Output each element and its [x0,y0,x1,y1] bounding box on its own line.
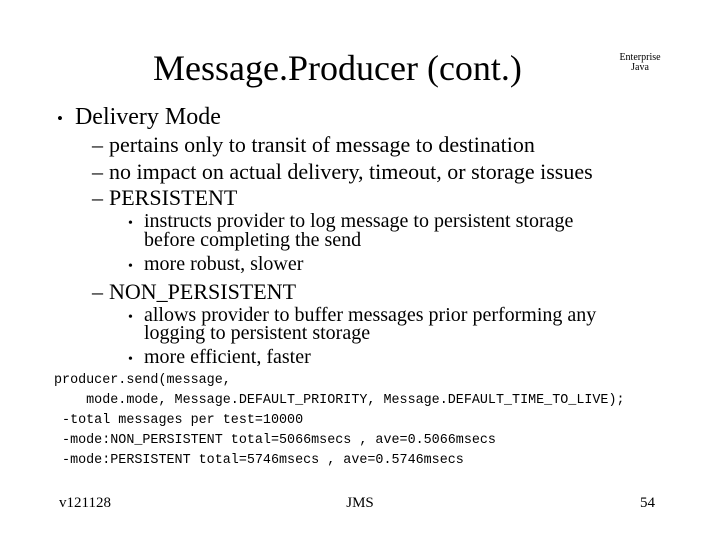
code-line: -mode:PERSISTENT total=5746msecs , ave=0.5746msecs [54,453,464,468]
code-line: -total messages per test=10000 [54,413,304,428]
code-line: producer.send(message, [54,373,231,388]
dash-item-text: PERSISTENT [109,185,238,210]
sub-bullet-marker: • [128,310,133,325]
corner-label-line-2: Java [631,62,649,73]
sub-item-text: allows provider to buffer messages prior performing any [144,304,597,326]
footer-version: v121128 [59,495,111,511]
bullet-delivery-mode [57,103,221,133]
code-block [54,371,625,471]
bullet-marker: • [57,109,63,128]
dash-item-non-persistent [92,279,296,305]
corner-label [612,53,668,73]
sub-item-persistent-robust [128,253,303,278]
sub-item-text: more robust, slower [144,253,304,275]
code-line: mode.mode, Message.DEFAULT_PRIORITY, Message.DEFAULT_TIME_TO_LIVE); [54,393,625,408]
sub-item-non-persistent-buffer-continued: logging to persistent storage [144,322,371,344]
dash-marker: – [92,159,103,184]
dash-item-transit [92,132,535,158]
corner-label-line-1: Enterprise [619,52,661,63]
sub-item-non-persistent-efficient [128,346,311,371]
bullet-text: Delivery Mode [74,104,221,130]
sub-bullet-marker: • [128,259,133,274]
footer-page-number: 54 [640,495,655,511]
dash-item-persistent [92,185,237,211]
dash-marker: – [92,279,103,304]
dash-item-text: pertains only to transit of message to destination [109,132,535,157]
dash-marker: – [92,132,103,157]
sub-item-text: more efficient, faster [144,346,311,368]
dash-item-no-impact [92,159,593,185]
sub-bullet-marker: • [128,352,133,367]
sub-bullet-marker: • [128,216,133,231]
footer-topic: JMS [346,495,374,511]
sub-item-persistent-log-continued: before completing the send [144,229,362,251]
dash-item-text: no impact on actual delivery, timeout, or storage issues [109,159,593,184]
dash-marker: – [92,185,103,210]
dash-item-text: NON_PERSISTENT [109,279,297,304]
code-line: -mode:NON_PERSISTENT total=5066msecs , ave=0.5066msecs [54,433,496,448]
slide-title: Message.Producer (cont.) [153,48,522,88]
sub-item-text: instructs provider to log message to persistent storage [144,210,574,232]
